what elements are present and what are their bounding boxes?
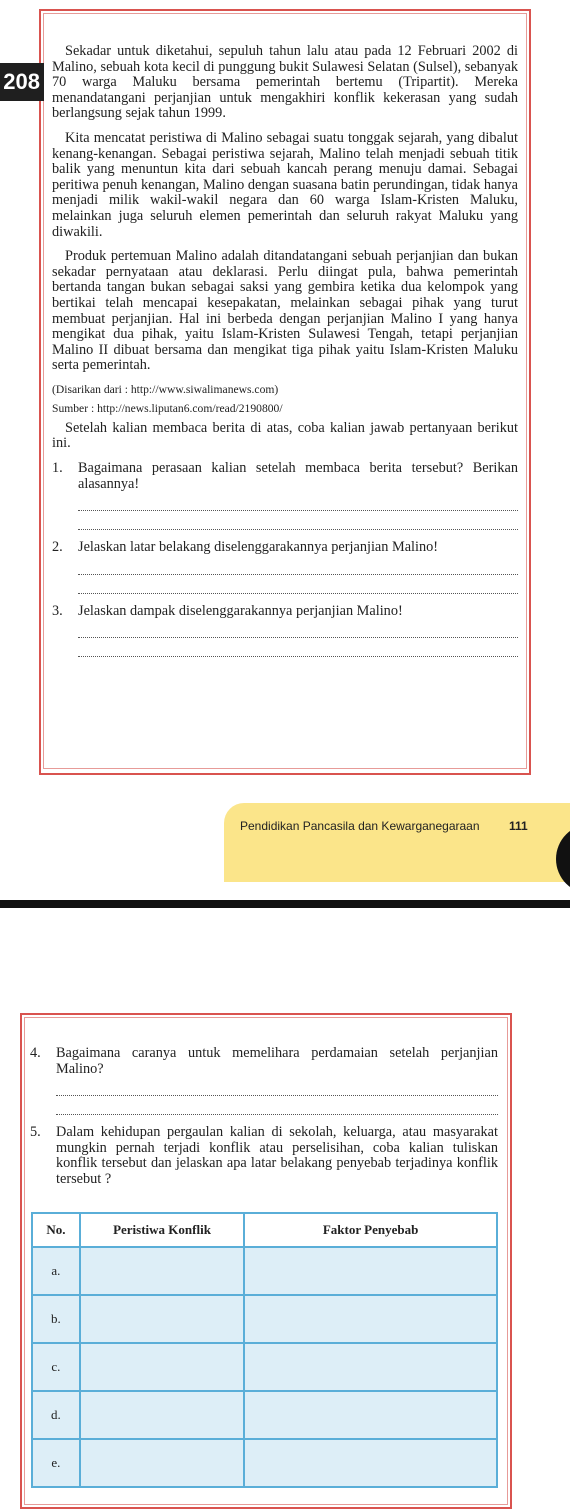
- page-bottom-body: [30, 1046, 498, 1188]
- answer-line[interactable]: [78, 556, 518, 575]
- page-footer: [224, 803, 570, 882]
- event-cell[interactable]: [80, 1391, 244, 1439]
- source-note: (Disarikan dari : http://www.siwalimanews.com): [52, 382, 279, 396]
- table-row: [32, 1247, 497, 1295]
- article-body: [52, 44, 518, 657]
- cause-cell[interactable]: [244, 1439, 497, 1487]
- col-header-event: Peristiwa Konflik: [80, 1213, 244, 1247]
- answer-line[interactable]: [78, 619, 518, 638]
- event-cell[interactable]: [80, 1343, 244, 1391]
- cause-cell[interactable]: [244, 1247, 497, 1295]
- row-label: d.: [32, 1391, 80, 1439]
- table-row: [32, 1391, 497, 1439]
- cause-cell[interactable]: [244, 1343, 497, 1391]
- question-1: 1. Bagaimana perasaan kalian setelah membaca berita tersebut? Berikan alasannya!: [52, 460, 518, 492]
- event-cell[interactable]: [80, 1295, 244, 1343]
- question-2: 2. Jelaskan latar belakang diselenggarakannya perjanjian Malino!: [52, 539, 439, 556]
- table-row: [32, 1343, 497, 1391]
- table-row: [32, 1295, 497, 1343]
- answer-line[interactable]: [56, 1077, 498, 1096]
- cause-cell[interactable]: [244, 1295, 497, 1343]
- question-5: 5. Dalam kehidupan pergaulan kalian di sekolah, keluarga, atau masyarakat mungkin pernah terjadi konflik atau perselisihan, coba kalian tuliskan konflik tersebut dan jelaskan apa latar belakang penyebab terjadinya konflik tersebut ?: [30, 1124, 498, 1187]
- row-label: c.: [32, 1343, 80, 1391]
- instruction-text: Setelah kalian membaca berita di atas, coba kalian jawab pertanyaan berikut ini.: [52, 419, 518, 452]
- col-header-cause: Faktor Penyebab: [244, 1213, 497, 1247]
- paragraph-1: Sekadar untuk diketahui, sepuluh tahun lalu atau pada 12 Februari 2002 di Malino, sebuah kota kecil di punggung bukit Sulawesi Selatan (Sulsel), sebanyak 70 warga Maluku bersama pemerintah bertemu (Tripartit). Mereka menandatangani perjanjian untuk mengakhiri konflik kekerasan yang sudah berlangsung sejak tahun 1999.: [52, 43, 518, 122]
- conflict-table: [31, 1212, 498, 1488]
- page-number: 111: [509, 819, 528, 833]
- answer-line[interactable]: [78, 511, 518, 530]
- col-header-no: No.: [32, 1213, 80, 1247]
- answer-line[interactable]: [78, 492, 518, 511]
- paragraph-2: Kita mencatat peristiwa di Malino sebagai suatu tonggak sejarah, yang dibalut kenang-kenangan. Sebagai peristiwa sejarah, Malino telah menjadi sebuah titik balik yang menuntun kita dari sebuah kancah perang menuju damai. Sebagai peritiwa penuh kenangan, Malino dengan suasana batin perundingan, tidak hanya menjadi milik wakil-wakil negara dan 60 warga Islam-Kristen Maluku, melainkan juga seluruh elemen pemerintah dan seluruh rakyat Maluku yang diwakili.: [52, 129, 518, 240]
- page-number-tab: 208: [0, 63, 44, 101]
- row-label: a.: [32, 1247, 80, 1295]
- page-divider: [0, 900, 570, 908]
- answer-line[interactable]: [56, 1096, 498, 1115]
- answer-line[interactable]: [78, 638, 518, 657]
- source-link: Sumber : http://news.liputan6.com/read/2190800/: [52, 401, 283, 415]
- cause-cell[interactable]: [244, 1391, 497, 1439]
- question-4: 4. Bagaimana caranya untuk memelihara perdamaian setelah perjanjian Malino?: [30, 1045, 498, 1077]
- question-3: 3. Jelaskan dampak diselenggarakannya perjanjian Malino!: [52, 602, 403, 619]
- row-label: b.: [32, 1295, 80, 1343]
- paragraph-3: Produk pertemuan Malino adalah ditandatangani sebuah perjanjian dan bukan sekadar pernyataan atau deklarasi. Perlu diingat pula, bahwa pemerintah bertanda tangan bukan sebagai saksi yang gembira ketika dua kelompok yang bertikai telah mencapai kesepakatan, melainkan sebagai pihak yang turut membuat perjanjian. Hal ini berbeda dengan perjanjian Malino I yang hanya mengikat dua pihak, yaitu Islam-Kristen Sulawesi Tengah, tetapi perjanjian Malino II dibuat bersama dan mengikat tiga pihak yaitu Islam-Kristen Maluku serta pemerintah.: [52, 248, 518, 374]
- event-cell[interactable]: [80, 1439, 244, 1487]
- table-header-row: [32, 1213, 497, 1247]
- book-title: Pendidikan Pancasila dan Kewarganegaraan: [240, 819, 480, 833]
- row-label: e.: [32, 1439, 80, 1487]
- table-row: [32, 1439, 497, 1487]
- answer-line[interactable]: [78, 575, 518, 594]
- event-cell[interactable]: [80, 1247, 244, 1295]
